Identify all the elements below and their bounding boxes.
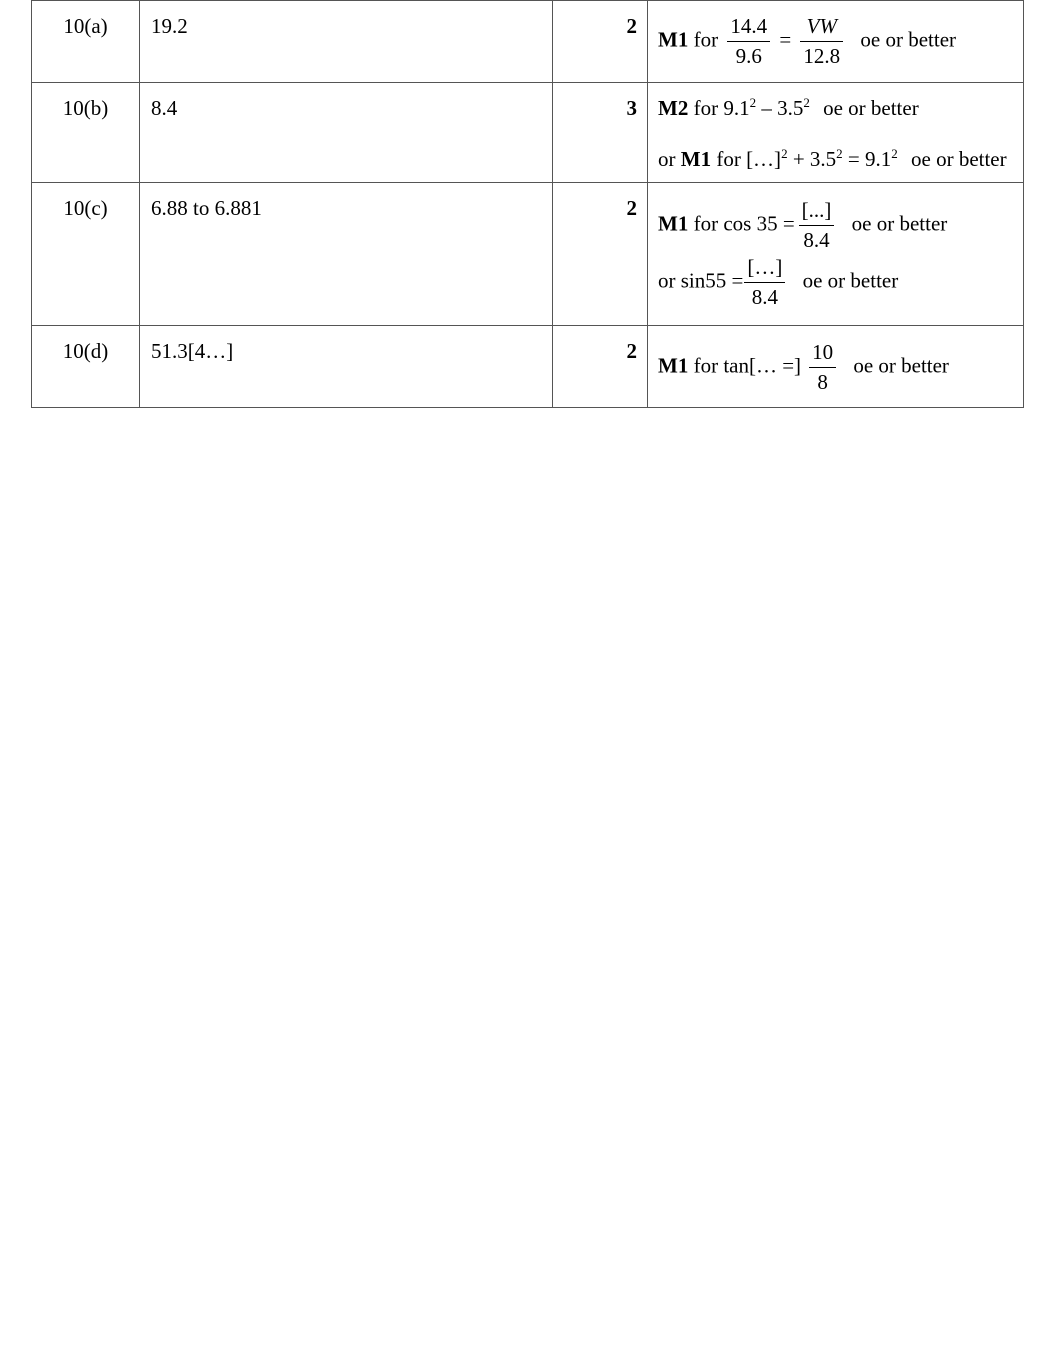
mark-cell: 2 bbox=[553, 1, 648, 83]
guidance-expression: cos 35 = bbox=[723, 211, 795, 236]
guidance-cell bbox=[648, 1, 1024, 83]
mark-code: M1 bbox=[658, 211, 689, 236]
guidance-text: + 3.5 bbox=[787, 147, 837, 171]
guidance-line bbox=[658, 146, 1023, 171]
fraction-numerator: VW bbox=[800, 16, 843, 42]
for-text: for bbox=[693, 211, 719, 236]
answer-cell: 51.3[4…] bbox=[140, 326, 553, 408]
fraction-numerator: 14.4 bbox=[727, 16, 770, 42]
question-cell: 10(d) bbox=[32, 326, 140, 408]
fraction bbox=[800, 16, 843, 67]
guidance-tail: oe or better bbox=[911, 147, 1007, 171]
superscript: 2 bbox=[891, 146, 898, 161]
table-row bbox=[32, 183, 1024, 326]
fraction-denominator: 8.4 bbox=[751, 285, 778, 309]
guidance-text: = 9.1 bbox=[842, 147, 892, 171]
table-row bbox=[32, 326, 1024, 408]
guidance-text: for 9.1 bbox=[693, 96, 750, 120]
guidance-tail: oe or better bbox=[851, 211, 948, 236]
mark-code: M1 bbox=[658, 353, 689, 378]
guidance-cell bbox=[648, 326, 1024, 408]
superscript: 2 bbox=[781, 146, 788, 161]
guidance-expression: sin55 = bbox=[680, 268, 744, 293]
answer-cell: 6.88 to 6.881 bbox=[140, 183, 553, 326]
question-cell: 10(a) bbox=[32, 1, 140, 83]
guidance-tail: oe or better bbox=[802, 268, 899, 293]
fraction-denominator: 8.4 bbox=[803, 228, 830, 252]
fraction-numerator: [...] bbox=[799, 200, 835, 226]
guidance-line bbox=[658, 342, 1023, 393]
equals-sign: = bbox=[779, 27, 792, 52]
for-text: for bbox=[693, 27, 719, 52]
mark-scheme-table bbox=[31, 0, 1024, 408]
guidance-line bbox=[658, 95, 1023, 120]
guidance-text: for […] bbox=[716, 147, 782, 171]
guidance-cell bbox=[648, 183, 1024, 326]
table-row bbox=[32, 1, 1024, 83]
guidance-tail: oe or better bbox=[860, 27, 957, 52]
fraction-denominator: 9.6 bbox=[735, 44, 762, 68]
fraction-numerator: 10 bbox=[809, 342, 836, 368]
guidance-line bbox=[658, 200, 1023, 251]
fraction bbox=[727, 16, 770, 67]
fraction bbox=[799, 200, 835, 251]
or-text: or bbox=[658, 147, 676, 171]
guidance-line bbox=[658, 257, 1023, 308]
guidance-cell bbox=[648, 83, 1024, 183]
superscript: 2 bbox=[836, 146, 843, 161]
answer-cell: 8.4 bbox=[140, 83, 553, 183]
fraction bbox=[744, 257, 785, 308]
superscript: 2 bbox=[749, 95, 757, 110]
mark-cell: 3 bbox=[553, 83, 648, 183]
question-cell: 10(b) bbox=[32, 83, 140, 183]
guidance-tail: oe or better bbox=[823, 96, 919, 120]
guidance-line bbox=[658, 16, 1023, 67]
question-cell: 10(c) bbox=[32, 183, 140, 326]
mark-code: M1 bbox=[680, 147, 712, 171]
answer-cell: 19.2 bbox=[140, 1, 553, 83]
guidance-tail: oe or better bbox=[853, 353, 949, 378]
fraction bbox=[809, 342, 836, 393]
guidance-text: – 3.5 bbox=[756, 96, 804, 120]
superscript: 2 bbox=[803, 95, 810, 110]
or-text: or bbox=[658, 268, 676, 293]
mark-code: M2 bbox=[658, 96, 689, 120]
mark-cell: 2 bbox=[553, 326, 648, 408]
fraction-denominator: 12.8 bbox=[803, 44, 841, 68]
guidance-expression: for tan[… =] bbox=[693, 353, 802, 378]
mark-code: M1 bbox=[658, 27, 689, 52]
fraction-denominator: 8 bbox=[817, 370, 828, 394]
table-row bbox=[32, 83, 1024, 183]
fraction-numerator: […] bbox=[744, 257, 785, 283]
mark-cell: 2 bbox=[553, 183, 648, 326]
